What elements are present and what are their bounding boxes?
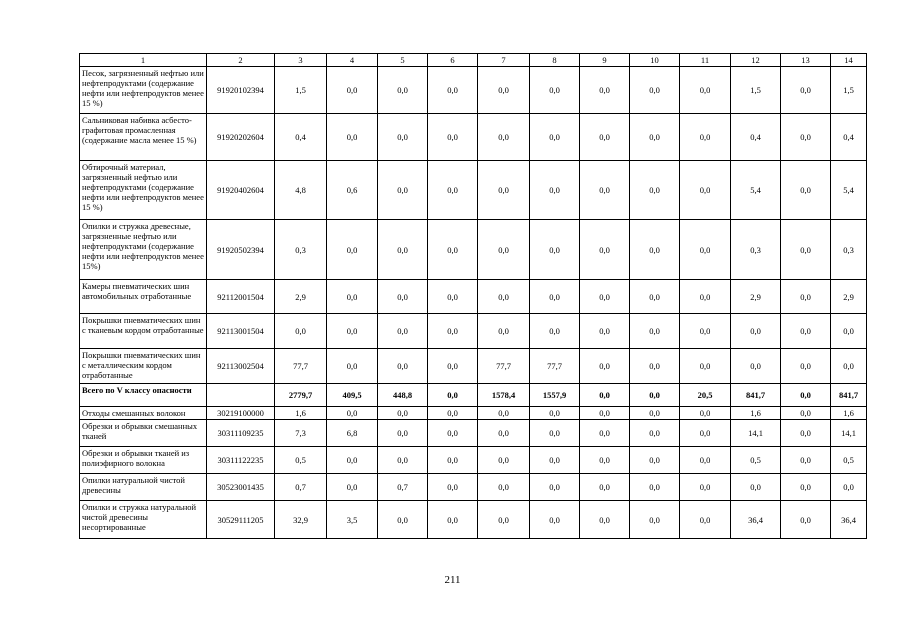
value-cell: 0,0 xyxy=(327,114,378,161)
value-cell: 0,6 xyxy=(327,161,378,220)
value-cell: 0,0 xyxy=(530,220,580,280)
column-number: 13 xyxy=(781,54,831,67)
value-cell: 841,7 xyxy=(731,384,781,407)
waste-code-cell: 30311122235 xyxy=(207,447,275,474)
value-cell: 0,0 xyxy=(781,349,831,384)
value-cell: 0,0 xyxy=(781,220,831,280)
column-number: 7 xyxy=(478,54,530,67)
waste-name-cell: Обрезки и обрывки смешанных тканей xyxy=(80,420,207,447)
value-cell: 0,0 xyxy=(530,314,580,349)
value-cell: 7,3 xyxy=(275,420,327,447)
value-cell: 36,4 xyxy=(731,501,781,539)
waste-name-cell: Сальниковая набивка асбесто-графитовая промасленная (содержание масла менее 15 %) xyxy=(80,114,207,161)
value-cell: 32,9 xyxy=(275,501,327,539)
value-cell: 36,4 xyxy=(831,501,867,539)
value-cell: 0,0 xyxy=(327,67,378,114)
value-cell: 0,0 xyxy=(781,407,831,420)
value-cell: 0,0 xyxy=(378,407,428,420)
value-cell: 0,0 xyxy=(680,407,731,420)
value-cell: 0,0 xyxy=(731,314,781,349)
value-cell: 0,5 xyxy=(731,447,781,474)
value-cell: 0,0 xyxy=(781,447,831,474)
waste-name-cell: Покрышки пневматических шин с тканевым кордом отработанные xyxy=(80,314,207,349)
value-cell: 0,0 xyxy=(630,349,680,384)
value-cell: 0,0 xyxy=(478,280,530,314)
value-cell: 0,0 xyxy=(781,161,831,220)
value-cell: 0,0 xyxy=(428,447,478,474)
value-cell: 2,9 xyxy=(731,280,781,314)
column-number: 8 xyxy=(530,54,580,67)
value-cell: 0,4 xyxy=(731,114,781,161)
value-cell: 0,0 xyxy=(831,474,867,501)
value-cell: 0,0 xyxy=(530,474,580,501)
value-cell: 0,0 xyxy=(428,280,478,314)
value-cell: 0,0 xyxy=(781,280,831,314)
value-cell: 0,0 xyxy=(781,474,831,501)
value-cell: 0,0 xyxy=(630,67,680,114)
value-cell: 0,0 xyxy=(680,220,731,280)
value-cell: 0,0 xyxy=(580,114,630,161)
value-cell: 409,5 xyxy=(327,384,378,407)
value-cell: 841,7 xyxy=(831,384,867,407)
column-number: 4 xyxy=(327,54,378,67)
column-number: 9 xyxy=(580,54,630,67)
value-cell: 1,6 xyxy=(831,407,867,420)
value-cell: 0,0 xyxy=(680,501,731,539)
value-cell: 0,0 xyxy=(530,407,580,420)
waste-code-cell: 92113001504 xyxy=(207,314,275,349)
value-cell: 0,0 xyxy=(378,67,428,114)
value-cell: 14,1 xyxy=(731,420,781,447)
waste-table xyxy=(79,53,867,539)
waste-code-cell: 30311109235 xyxy=(207,420,275,447)
value-cell: 0,0 xyxy=(478,314,530,349)
column-number: 1 xyxy=(80,54,207,67)
waste-code-cell: 30529111205 xyxy=(207,501,275,539)
column-number: 6 xyxy=(428,54,478,67)
table-row xyxy=(80,220,867,280)
value-cell: 0,0 xyxy=(680,420,731,447)
waste-code-cell xyxy=(207,384,275,407)
value-cell: 0,0 xyxy=(680,474,731,501)
waste-code-cell: 91920402604 xyxy=(207,161,275,220)
value-cell: 0,3 xyxy=(275,220,327,280)
value-cell: 0,0 xyxy=(781,67,831,114)
value-cell: 0,0 xyxy=(680,67,731,114)
value-cell: 2779,7 xyxy=(275,384,327,407)
column-number: 5 xyxy=(378,54,428,67)
value-cell: 1,6 xyxy=(275,407,327,420)
table-row xyxy=(80,161,867,220)
value-cell: 1,5 xyxy=(275,67,327,114)
value-cell: 1,6 xyxy=(731,407,781,420)
value-cell: 0,0 xyxy=(428,67,478,114)
value-cell: 0,0 xyxy=(781,420,831,447)
value-cell: 0,0 xyxy=(580,420,630,447)
table-header-row xyxy=(80,54,867,67)
value-cell: 0,0 xyxy=(530,114,580,161)
value-cell: 0,0 xyxy=(530,501,580,539)
value-cell: 0,0 xyxy=(680,161,731,220)
waste-name-cell: Песок, загрязненный нефтью или нефтепродуктами (содержание нефти или нефтепродуктов менее 15 %) xyxy=(80,67,207,114)
waste-code-cell: 91920502394 xyxy=(207,220,275,280)
table-row xyxy=(80,384,867,407)
value-cell: 0,0 xyxy=(680,349,731,384)
value-cell: 2,9 xyxy=(831,280,867,314)
table-row xyxy=(80,314,867,349)
value-cell: 0,0 xyxy=(680,114,731,161)
value-cell: 1,5 xyxy=(831,67,867,114)
value-cell: 0,0 xyxy=(478,447,530,474)
value-cell: 4,8 xyxy=(275,161,327,220)
value-cell: 14,1 xyxy=(831,420,867,447)
value-cell: 0,0 xyxy=(378,447,428,474)
value-cell: 0,0 xyxy=(478,161,530,220)
waste-name-cell: Обтирочный материал, загрязненный нефтью или нефтепродуктами (содержание нефти или нефтепродуктов менее 15 %) xyxy=(80,161,207,220)
waste-name-cell: Всего по V классу опасности xyxy=(80,384,207,407)
value-cell: 0,0 xyxy=(428,314,478,349)
value-cell: 1557,9 xyxy=(530,384,580,407)
value-cell: 0,0 xyxy=(327,474,378,501)
table-row xyxy=(80,114,867,161)
value-cell: 0,0 xyxy=(327,220,378,280)
value-cell: 0,0 xyxy=(580,280,630,314)
value-cell: 0,0 xyxy=(630,420,680,447)
value-cell: 0,0 xyxy=(378,161,428,220)
waste-name-cell: Обрезки и обрывки тканей из полиэфирного волокна xyxy=(80,447,207,474)
value-cell: 0,0 xyxy=(630,314,680,349)
value-cell: 0,0 xyxy=(428,420,478,447)
waste-code-cell: 92113002504 xyxy=(207,349,275,384)
value-cell: 0,0 xyxy=(478,220,530,280)
value-cell: 0,0 xyxy=(680,447,731,474)
page-number: 211 xyxy=(444,574,461,586)
value-cell: 0,0 xyxy=(831,314,867,349)
waste-name-cell: Опилки и стружка древесные, загрязненные нефтью или нефтепродуктами (содержание нефти или нефтепродуктов менее 15%) xyxy=(80,220,207,280)
value-cell: 0,0 xyxy=(478,407,530,420)
value-cell: 0,0 xyxy=(580,220,630,280)
value-cell: 1,5 xyxy=(731,67,781,114)
value-cell: 77,7 xyxy=(530,349,580,384)
value-cell: 0,0 xyxy=(378,420,428,447)
value-cell: 0,0 xyxy=(428,220,478,280)
value-cell: 77,7 xyxy=(478,349,530,384)
value-cell: 0,0 xyxy=(731,474,781,501)
value-cell: 0,0 xyxy=(580,67,630,114)
value-cell: 0,0 xyxy=(630,407,680,420)
value-cell: 20,5 xyxy=(680,384,731,407)
value-cell: 0,0 xyxy=(327,447,378,474)
value-cell: 0,0 xyxy=(428,349,478,384)
value-cell: 0,0 xyxy=(378,280,428,314)
value-cell: 0,0 xyxy=(680,280,731,314)
value-cell: 0,0 xyxy=(831,349,867,384)
value-cell: 0,0 xyxy=(630,114,680,161)
waste-code-cell: 92112001504 xyxy=(207,280,275,314)
value-cell: 0,0 xyxy=(630,220,680,280)
value-cell: 0,0 xyxy=(530,447,580,474)
value-cell: 0,0 xyxy=(580,161,630,220)
value-cell: 0,3 xyxy=(731,220,781,280)
value-cell: 0,7 xyxy=(275,474,327,501)
value-cell: 0,0 xyxy=(327,407,378,420)
value-cell: 0,0 xyxy=(327,314,378,349)
waste-name-cell: Отходы смешанных волокон xyxy=(80,407,207,420)
value-cell: 0,0 xyxy=(580,349,630,384)
table-row xyxy=(80,501,867,539)
value-cell: 0,0 xyxy=(630,447,680,474)
value-cell: 5,4 xyxy=(831,161,867,220)
value-cell: 0,0 xyxy=(378,314,428,349)
value-cell: 0,0 xyxy=(478,67,530,114)
waste-name-cell: Опилки и стружка натуральной чистой древесины несортированные xyxy=(80,501,207,539)
value-cell: 0,0 xyxy=(530,67,580,114)
value-cell: 0,0 xyxy=(428,384,478,407)
table-row xyxy=(80,67,867,114)
value-cell: 0,4 xyxy=(275,114,327,161)
value-cell: 0,0 xyxy=(478,114,530,161)
table-row xyxy=(80,407,867,420)
value-cell: 5,4 xyxy=(731,161,781,220)
table-row xyxy=(80,349,867,384)
value-cell: 0,0 xyxy=(781,501,831,539)
column-number: 12 xyxy=(731,54,781,67)
value-cell: 0,7 xyxy=(378,474,428,501)
value-cell: 0,0 xyxy=(630,384,680,407)
value-cell: 0,0 xyxy=(428,407,478,420)
value-cell: 0,0 xyxy=(428,161,478,220)
value-cell: 0,0 xyxy=(630,280,680,314)
waste-name-cell: Опилки натуральной чистой древесины xyxy=(80,474,207,501)
value-cell: 0,0 xyxy=(428,114,478,161)
table-row xyxy=(80,474,867,501)
waste-code-cell: 91920102394 xyxy=(207,67,275,114)
value-cell: 0,0 xyxy=(580,501,630,539)
value-cell: 0,0 xyxy=(781,314,831,349)
value-cell: 0,0 xyxy=(530,280,580,314)
value-cell: 0,5 xyxy=(275,447,327,474)
value-cell: 0,0 xyxy=(327,280,378,314)
value-cell: 0,0 xyxy=(580,447,630,474)
value-cell: 0,3 xyxy=(831,220,867,280)
value-cell: 0,0 xyxy=(630,474,680,501)
waste-code-cell: 91920202604 xyxy=(207,114,275,161)
column-number: 11 xyxy=(680,54,731,67)
table-row xyxy=(80,420,867,447)
value-cell: 0,0 xyxy=(630,161,680,220)
value-cell: 1578,4 xyxy=(478,384,530,407)
waste-name-cell: Камеры пневматических шин автомобильных отработанные xyxy=(80,280,207,314)
value-cell: 0,0 xyxy=(428,474,478,501)
value-cell: 0,0 xyxy=(530,161,580,220)
value-cell: 0,0 xyxy=(378,114,428,161)
value-cell: 3,5 xyxy=(327,501,378,539)
column-number: 3 xyxy=(275,54,327,67)
value-cell: 0,0 xyxy=(327,349,378,384)
value-cell: 0,0 xyxy=(478,501,530,539)
value-cell: 6,8 xyxy=(327,420,378,447)
value-cell: 0,0 xyxy=(731,349,781,384)
column-number: 2 xyxy=(207,54,275,67)
value-cell: 0,0 xyxy=(580,314,630,349)
value-cell: 0,5 xyxy=(831,447,867,474)
value-cell: 448,8 xyxy=(378,384,428,407)
column-number: 14 xyxy=(831,54,867,67)
value-cell: 0,0 xyxy=(275,314,327,349)
value-cell: 77,7 xyxy=(275,349,327,384)
value-cell: 2,9 xyxy=(275,280,327,314)
value-cell: 0,0 xyxy=(428,501,478,539)
waste-name-cell: Покрышки пневматических шин с металлическим кордом отработанные xyxy=(80,349,207,384)
value-cell: 0,0 xyxy=(378,349,428,384)
value-cell: 0,0 xyxy=(378,501,428,539)
table-row xyxy=(80,280,867,314)
table-row xyxy=(80,447,867,474)
column-number: 10 xyxy=(630,54,680,67)
value-cell: 0,0 xyxy=(378,220,428,280)
value-cell: 0,0 xyxy=(630,501,680,539)
value-cell: 0,4 xyxy=(831,114,867,161)
value-cell: 0,0 xyxy=(580,407,630,420)
value-cell: 0,0 xyxy=(478,474,530,501)
value-cell: 0,0 xyxy=(580,474,630,501)
value-cell: 0,0 xyxy=(781,114,831,161)
value-cell: 0,0 xyxy=(478,420,530,447)
value-cell: 0,0 xyxy=(680,314,731,349)
waste-code-cell: 30523001435 xyxy=(207,474,275,501)
value-cell: 0,0 xyxy=(530,420,580,447)
waste-code-cell: 30219100000 xyxy=(207,407,275,420)
value-cell: 0,0 xyxy=(580,384,630,407)
value-cell: 0,0 xyxy=(781,384,831,407)
